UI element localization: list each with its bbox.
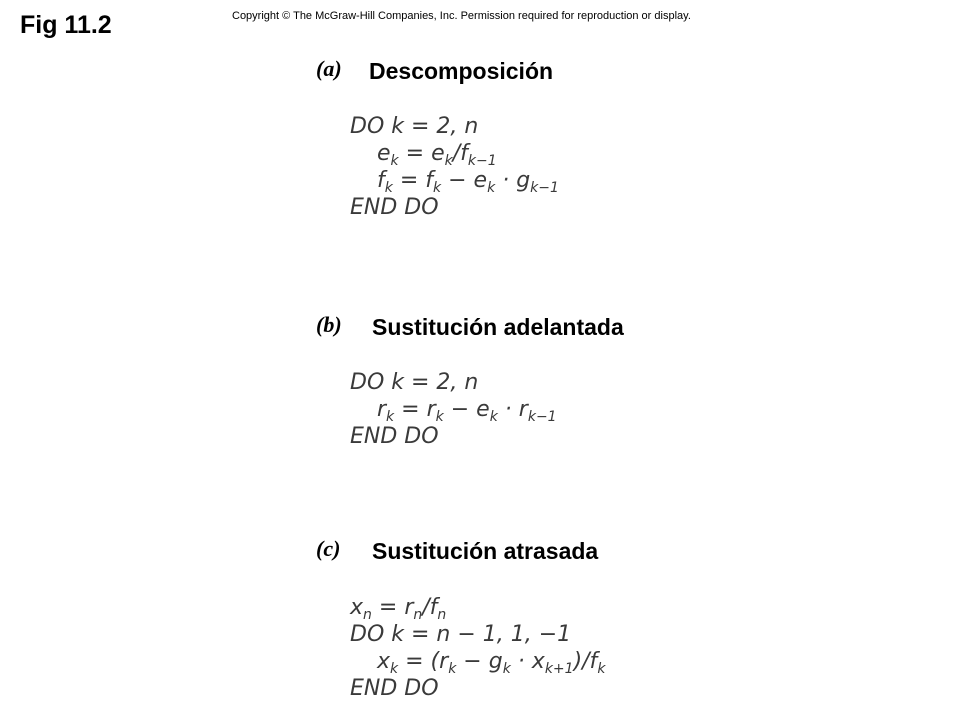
decomposition-code bbox=[350, 113, 559, 221]
code-line: $x_n = r_n/f_n$ bbox=[350, 595, 447, 623]
code-line: $r_k = r_k - e_k \cdot r_{k-1}$ bbox=[377, 397, 557, 425]
figure-label: Fig 11.2 bbox=[20, 11, 112, 39]
back-substitution-code bbox=[350, 594, 605, 702]
forward-substitution-code bbox=[350, 369, 557, 450]
code-line: DO k = 2, n bbox=[350, 370, 479, 395]
section-b-title: Sustitución adelantada bbox=[372, 314, 624, 340]
section-a-label: (a) bbox=[316, 56, 342, 81]
section-c-title: Sustitución atrasada bbox=[372, 538, 599, 564]
code-line: END DO bbox=[350, 195, 439, 220]
code-line: $x_k = (r_k - g_k \cdot x_{k+1})/f_k$ bbox=[377, 649, 606, 677]
code-line: $f_k = f_k - e_k \cdot g_{k-1}$ bbox=[377, 168, 559, 196]
section-c-label: (c) bbox=[316, 536, 341, 561]
section-a-title: Descomposición bbox=[369, 58, 554, 84]
code-line: DO k = n − 1, 1, −1 bbox=[350, 622, 572, 647]
code-line: END DO bbox=[350, 424, 439, 449]
code-line: END DO bbox=[350, 676, 439, 701]
code-line: DO k = 2, n bbox=[350, 114, 479, 139]
copyright-notice: Copyright © The McGraw-Hill Companies, Inc. Permission required for reproduction or display. bbox=[232, 10, 691, 22]
code-line: $e_k = e_k/f_{k-1}$ bbox=[377, 141, 497, 169]
section-b-label: (b) bbox=[316, 312, 342, 337]
